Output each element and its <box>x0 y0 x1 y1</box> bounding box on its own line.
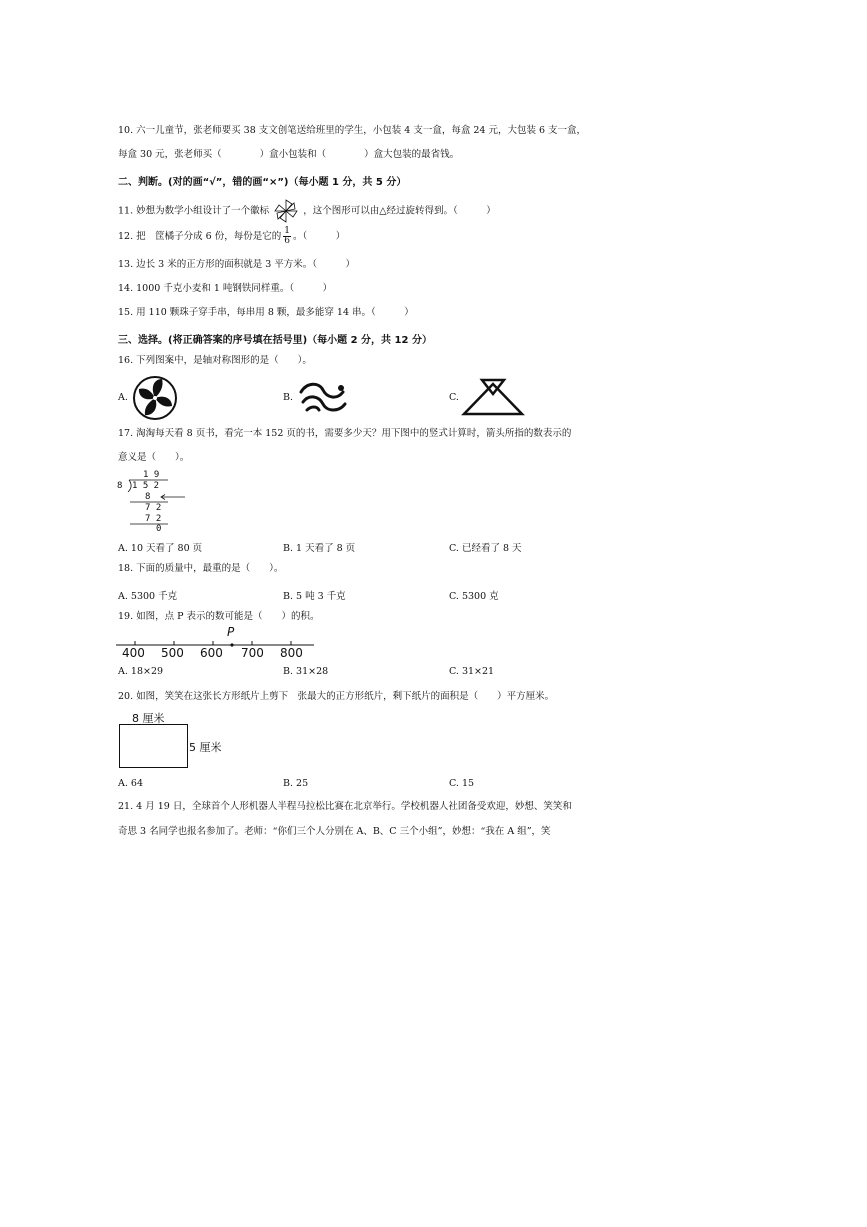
q19-option-a: A. 18×29 <box>118 666 164 677</box>
q18-option-a: A. 5300 千克 <box>118 591 178 602</box>
q19-option-c: C. 31×21 <box>449 666 495 677</box>
q12-fraction-denominator: 6 <box>284 236 290 246</box>
q11 <box>118 199 496 223</box>
tick-label-400: 400 <box>122 646 145 660</box>
point-p-label: P <box>227 625 235 639</box>
q18-option-c: C. 5300 克 <box>449 591 499 602</box>
division-remainder: 0 <box>156 524 162 534</box>
division-divisor: 8 <box>117 481 123 491</box>
q12 <box>118 227 345 246</box>
section2-heading: 二、判断。(对的画“√”，错的画“×”)（每小题 1 分，共 5 分） <box>118 177 407 188</box>
q16-option-a-label: A. <box>118 392 128 403</box>
q11-text-a: 11. 妙想为数学小组设计了一个徽标 <box>118 205 270 217</box>
tick-label-500: 500 <box>161 646 184 660</box>
rectangle-width-label: 8 厘米 <box>132 712 165 725</box>
q19-option-b: B. 31×28 <box>283 666 329 677</box>
tick-label-700: 700 <box>241 646 264 660</box>
tick-label-600: 600 <box>200 646 223 660</box>
q14: 14. 1000 千克小麦和 1 吨钢铁同样重。（ ） <box>118 283 333 294</box>
q20-rectangle <box>119 724 188 768</box>
q17-option-b: B. 1 天看了 8 页 <box>283 543 356 554</box>
division-quotient: 1 9 <box>143 470 160 480</box>
q21-line1: 21. 4 月 19 日，全球首个人形机器人半程马拉松比赛在北京举行。学校机器人社团备受欢迎，妙想、笑笑和 <box>118 801 572 812</box>
division-dividend: 1 5 2 <box>132 481 160 491</box>
q20-option-c: C. 15 <box>449 778 475 789</box>
q19: 19. 如图，点 P 表示的数可能是（ ）的积。 <box>118 611 320 622</box>
q16: 16. 下列图案中，是轴对称图形的是（ ）。 <box>118 355 312 366</box>
division-step1: 8 <box>145 492 151 502</box>
division-step3: 7 2 <box>145 514 162 524</box>
division-lines <box>116 470 196 532</box>
section3-heading: 三、选择。(将正确答案的序号填在括号里)（每小题 2 分，共 12 分） <box>118 335 432 346</box>
q15: 15. 用 110 颗珠子穿手串，每串用 8 颗，最多能穿 14 串。（ ） <box>118 307 414 318</box>
q19-number-line <box>116 627 316 661</box>
rectangle-height-label: 5 厘米 <box>189 741 222 754</box>
q21-line2: 奇思 3 名同学也报名参加了。老师：“你们三个人分别在 A、B、C 三个小组”，妙想：“我在 A 组”，笑 <box>118 826 551 837</box>
q11-text-b: ，这个图形可以由△经过旋转得到。（ ） <box>303 205 496 217</box>
q20-option-b: B. 25 <box>283 778 309 789</box>
q12-text-a: 12. 把 筐橘子分成 6 份，每份是它的 <box>118 231 282 242</box>
q18: 18. 下面的质量中，最重的是（ ）。 <box>118 563 284 574</box>
q17-option-a: A. 10 天看了 80 页 <box>118 543 203 554</box>
division-step2: 7 2 <box>145 503 162 513</box>
q16-option-c-label: C. <box>449 392 459 403</box>
q17-line2: 意义是（ ）。 <box>118 452 190 463</box>
q12-text-b: 。（ ） <box>292 231 346 242</box>
q16-triangle-hourglass-figure <box>462 378 524 416</box>
q10-line2: 每盒 30 元，张老师买（ ）盒小包装和（ ）盒大包装的最省钱。 <box>118 149 460 160</box>
q12-fraction-numerator: 1 <box>284 226 290 236</box>
pinwheel-emblem-icon <box>273 199 299 223</box>
q12-fraction <box>283 227 291 246</box>
q20: 20. 如图，笑笑在这张长方形纸片上剪下 张最大的正方形纸片，剩下纸片的面积是（ ）平方厘米。 <box>118 691 555 702</box>
q17-long-division <box>116 470 196 532</box>
q20-option-a: A. 64 <box>118 778 143 789</box>
q16-pinwheel-circle-figure <box>132 375 178 421</box>
q10-line1: 10. 六一儿童节，张老师要买 38 支文创笔送给班里的学生，小包装 4 支一盒，每盒 24 元，大包装 6 支一盒， <box>118 125 587 136</box>
q17-line1: 17. 淘淘每天看 8 页书，看完一本 152 页的书，需要多少天？用下图中的竖式计算时，箭头所指的数表示的 <box>118 428 572 439</box>
q17-option-c: C. 已经看了 8 天 <box>449 543 522 554</box>
q16-swirl-figure <box>297 378 349 416</box>
q18-option-b: B. 5 吨 3 千克 <box>283 591 346 602</box>
tick-label-800: 800 <box>280 646 303 660</box>
q13: 13. 边长 3 米的正方形的面积就是 3 平方米。（ ） <box>118 259 356 270</box>
q16-option-b-label: B. <box>283 392 294 403</box>
